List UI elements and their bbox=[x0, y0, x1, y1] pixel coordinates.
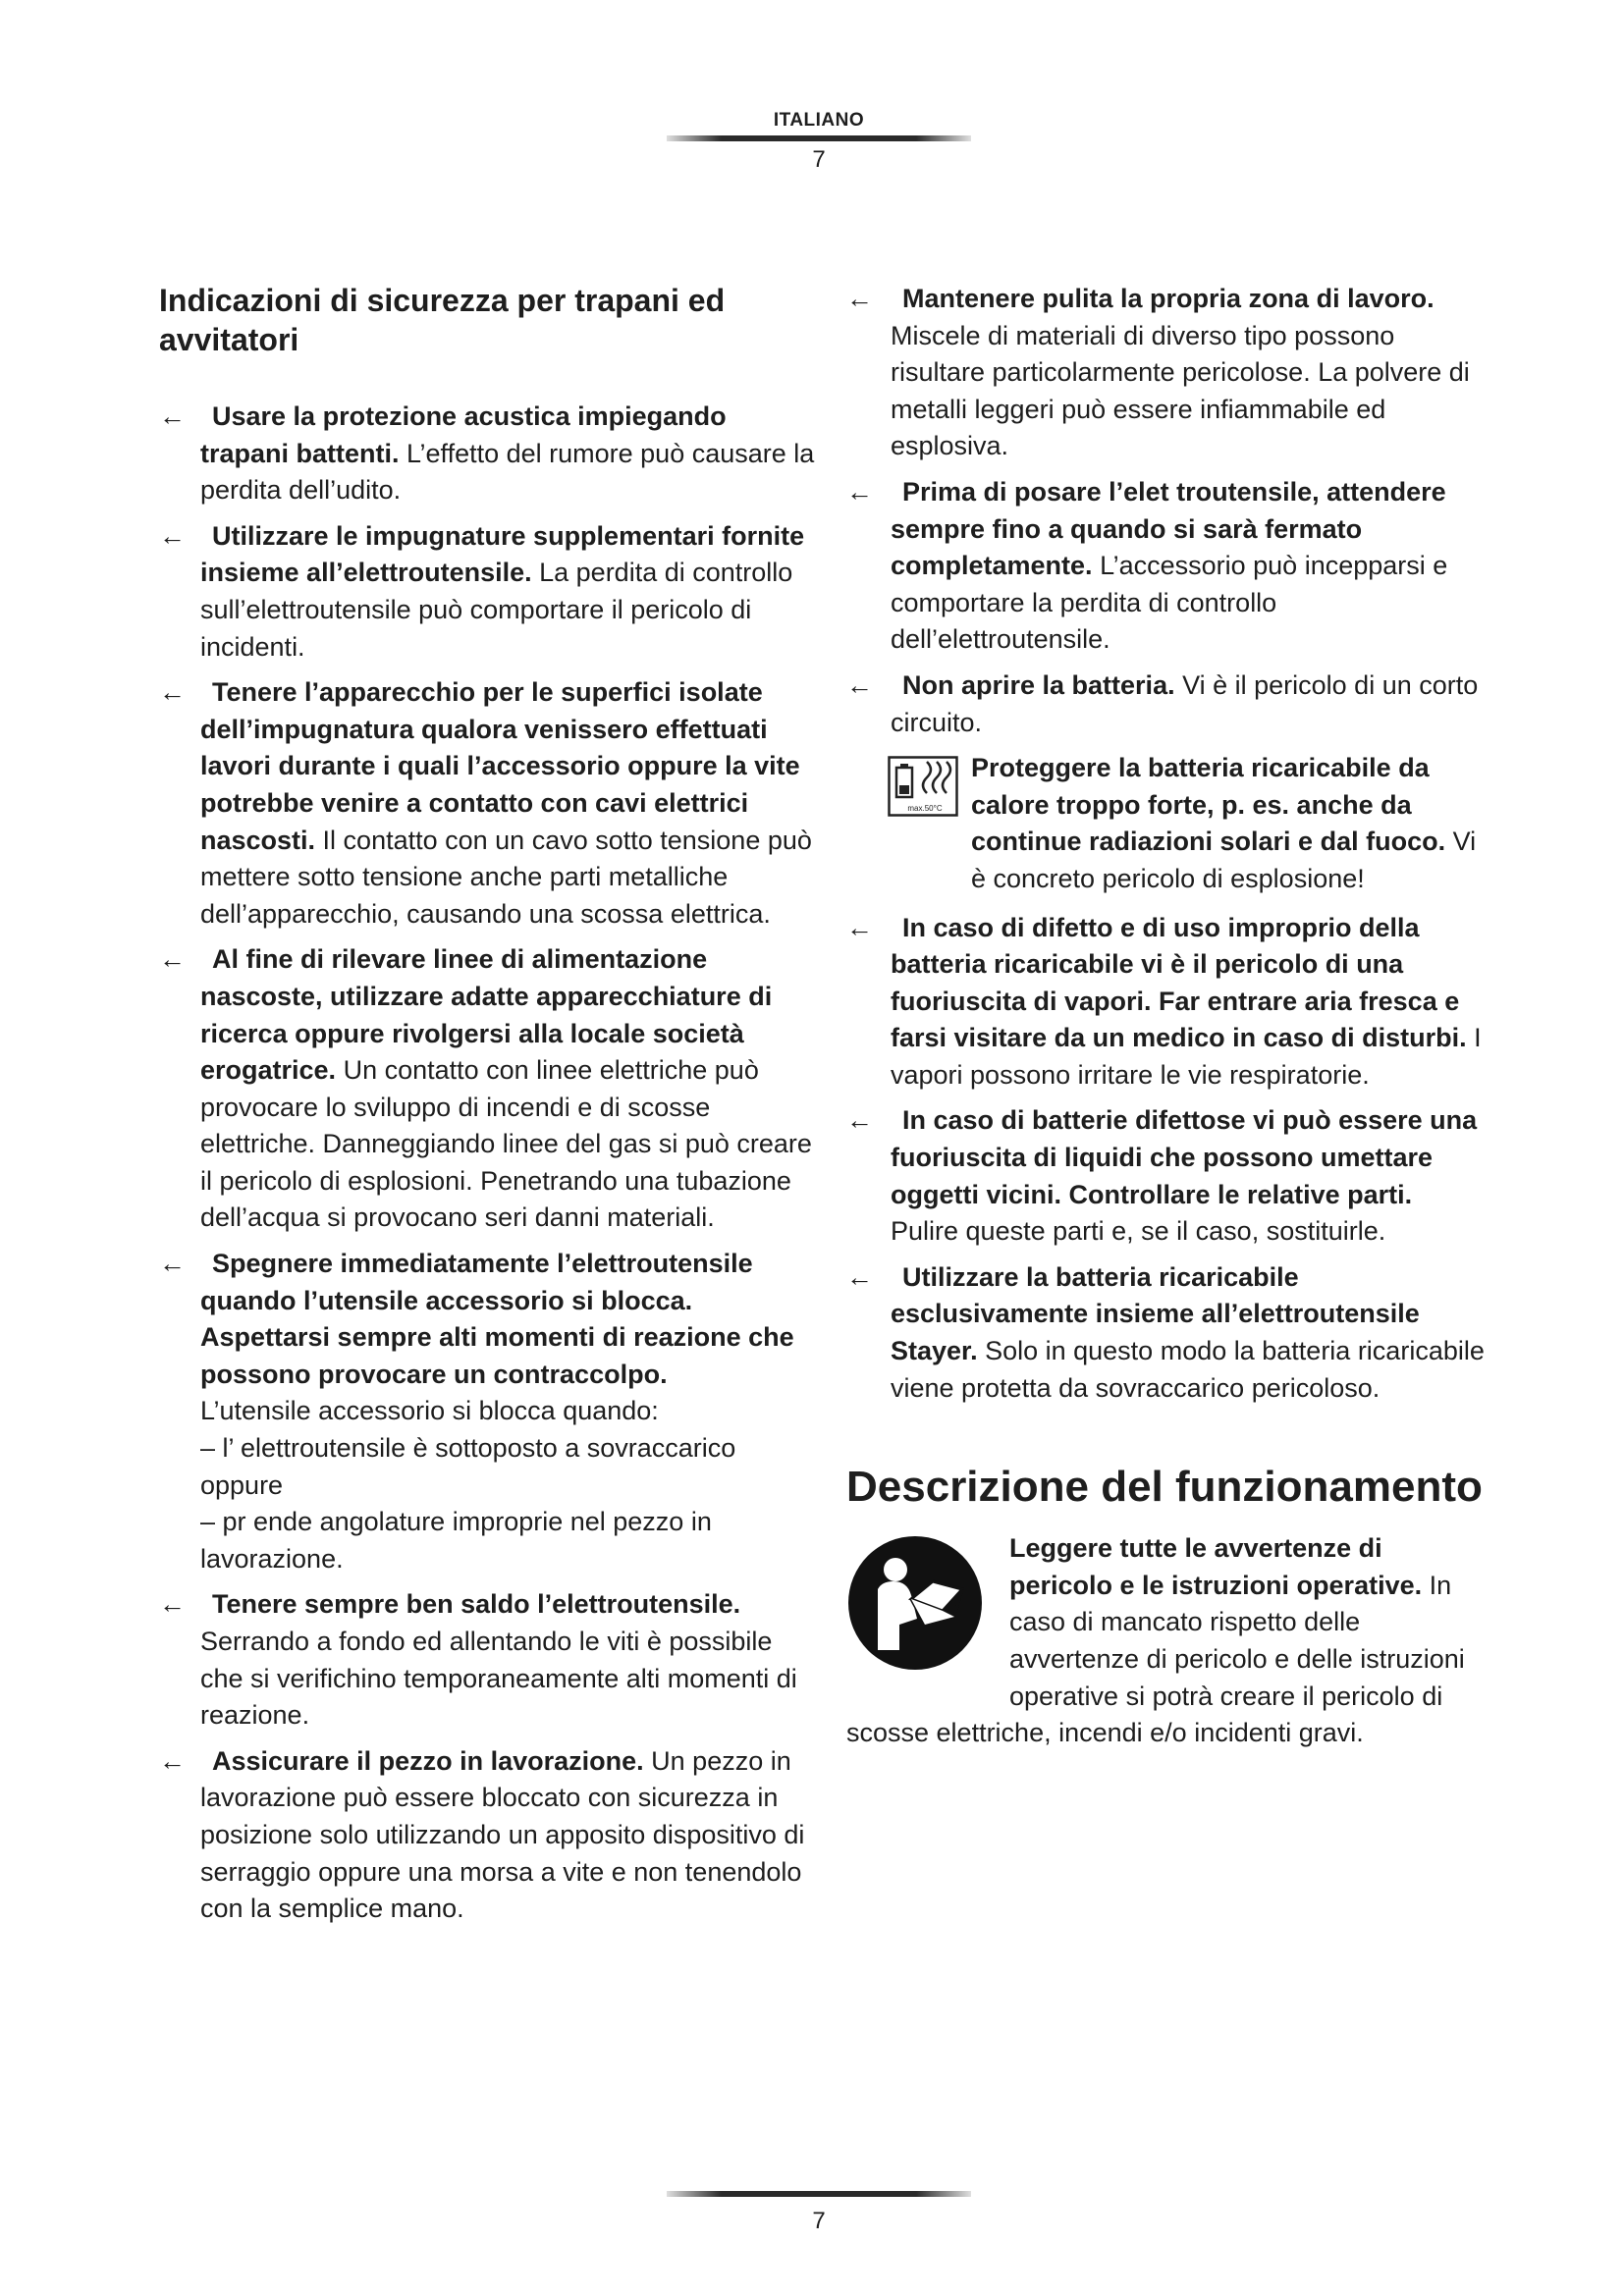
list-item: ← Spegnere immediatamente l’elettroutensile quando l’utensile accessorio si blocca. Aspettarsi sempre alti momenti di reazione che possono provocare un contraccolpo. L’utensile accessorio si blocca quando: – l’ elettroutensile è sottoposto a sovraccarico oppure – pr ende angolature improprie nel pezzo in lavorazione. bbox=[159, 1246, 817, 1577]
read-manual-warning: Leggere tutte le avvertenze di pericolo e le istruzioni operative. In caso di mancato rispetto delle avvertenze di pericolo e delle istruzioni operative si potrà creare il pericolo di scosse elettriche, incendi e/o incidenti gravi. bbox=[846, 1533, 1465, 1748]
list-item: ← Prima di posare l’elet troutensile, attendere sempre fino a quando si sarà fermato completamente. L’accessorio può incepparsi e comportare la perdita di controllo dell’elettroutensile. bbox=[846, 474, 1485, 659]
list-item: ← Tenere l’apparecchio per le superfici isolate dell’impugnatura qualora venissero effettuati lavori durante i quali l’accessorio oppure la vite potrebbe venire a contatto con cavi elettrici nascosti. Il contatto con un cavo sotto tensione può mettere sotto tensione anche parti metalliche dell’apparecchio, causando una scossa elettrica. bbox=[159, 674, 817, 933]
list-item: ← Utilizzare le impugnature supplementari fornite insieme all’elettroutensile. La perdita di controllo sull’elettroutensile può comportare il pericolo di incidenti. bbox=[159, 518, 817, 666]
footer-rule bbox=[667, 2191, 971, 2197]
right-column bbox=[846, 281, 1485, 1752]
arrow-left-icon: ← bbox=[159, 1249, 186, 1279]
arrow-left-icon: ← bbox=[846, 912, 873, 942]
list-item: ← Al fine di rilevare linee di alimentazione nascoste, utilizzare adatte apparecchiature di ricerca oppure rivolgersi alla locale società erogatrice. Un contatto con linee elettriche può provocare lo sviluppo di incendi e di scosse elettriche. Danneggiando linee del gas si può creare il pericolo di esplosioni. Penetrando una tubazione dell’acqua si provocano seri danni materiali. bbox=[159, 941, 817, 1237]
page-header bbox=[0, 110, 1624, 175]
list-item: ← Tenere sempre ben saldo l’elettroutensile. Serrando a fondo ed allentando le viti è possibile che si verifichino temporaneamente alti momenti di reazione. bbox=[159, 1586, 817, 1734]
list-item: ← Utilizzare la batteria ricaricabile esclusivamente insieme all’elettroutensile Stayer. Solo in questo modo la batteria ricaricabile viene protetta da sovraccarico pericoloso. bbox=[846, 1259, 1485, 1407]
list-item: ← Assicurare il pezzo in lavorazione. Un pezzo in lavorazione può essere bloccato con sicurezza in posizione solo utilizzando un apposito dispositivo di serraggio oppure una morsa a vite e non tenendolo con la semplice mano. bbox=[159, 1743, 817, 1928]
header-rule bbox=[667, 135, 971, 141]
arrow-left-icon: ← bbox=[846, 476, 873, 507]
arrow-left-icon: ← bbox=[159, 677, 186, 708]
arrow-left-icon: ← bbox=[159, 944, 186, 975]
list-item: ← Usare la protezione acustica impiegando trapani battenti. L’effetto del rumore può causare la perdita dell’udito. bbox=[159, 399, 817, 509]
arrow-left-icon: ← bbox=[846, 1261, 873, 1292]
arrow-left-icon: ← bbox=[159, 520, 186, 551]
list-item: ← Non aprire la batteria. Vi è il pericolo di un corto circuito. bbox=[846, 667, 1485, 741]
left-column bbox=[159, 281, 817, 1937]
list-item: ← In caso di batterie difettose vi può essere una fuoriuscita di liquidi che possono umettare oggetti vicini. Controllare le relative parti. Pulire queste parti e, se il caso, sostituirle. bbox=[846, 1102, 1485, 1250]
footer-page-number: 7 bbox=[812, 2208, 826, 2234]
list-item: ← In caso di difetto e di uso improprio della batteria ricaricabile vi è il pericolo di una fuoriuscita di vapori. Far entrare aria fresca e farsi visitare da un medico in caso di disturbi. I vapori possono irritare le vie respiratorie. bbox=[846, 910, 1485, 1095]
arrow-left-icon: ← bbox=[846, 284, 873, 313]
arrow-left-icon: ← bbox=[159, 1745, 186, 1776]
section-title: Descrizione del funzionamento bbox=[846, 1463, 1483, 1512]
battery-heat-icon bbox=[888, 756, 958, 817]
arrow-left-icon: ← bbox=[159, 1589, 186, 1620]
header-page-number: 7 bbox=[812, 146, 826, 173]
arrow-left-icon: ← bbox=[159, 401, 186, 431]
arrow-left-icon: ← bbox=[846, 1105, 873, 1136]
safety-heading: Indicazioni di sicurezza per trapani ed avvitatori bbox=[159, 283, 726, 357]
heat-warning: max.50°C Proteggere la batteria ricaricabile da calore troppo forte, p. es. anche da continue radiazioni solari e dal fuoco. Vi è concreto pericolo di esplosione! bbox=[846, 750, 1485, 897]
arrow-left-icon: ← bbox=[846, 669, 873, 700]
page-footer bbox=[0, 2191, 1624, 2236]
svg-text:max.50°C: max.50°C bbox=[907, 804, 943, 814]
read-manual-icon bbox=[846, 1534, 984, 1672]
language-label: ITALIANO bbox=[773, 110, 865, 131]
list-item: ← Mantenere pulita la propria zona di lavoro. Miscele di materiali di diverso tipo possono risultare particolarmente pericolose. La polvere di metalli leggeri può essere infiammabile ed esplosiva. bbox=[846, 281, 1485, 465]
